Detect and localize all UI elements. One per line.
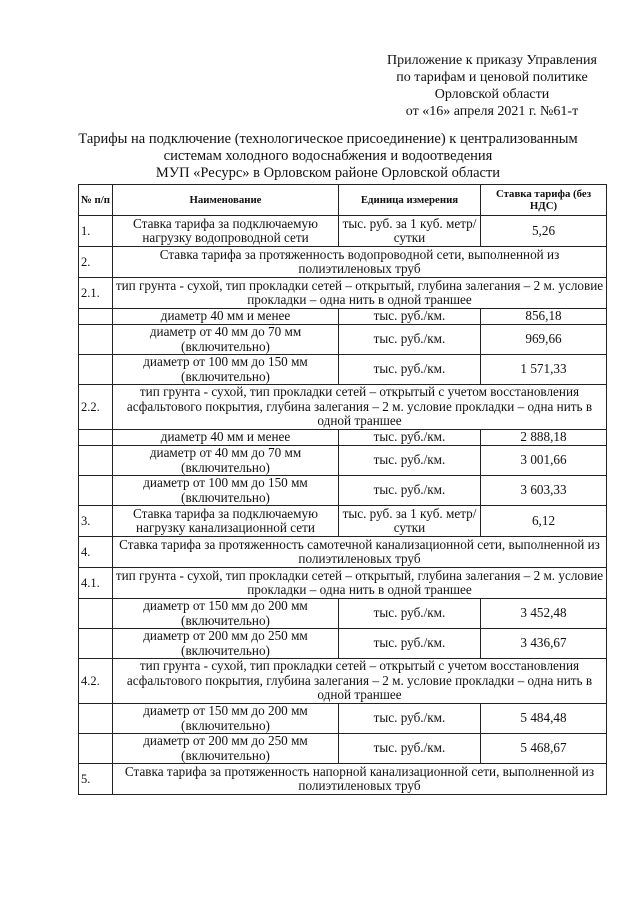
title-line-2: системам холодного водоснабжения и водоотведения [163, 148, 493, 164]
row-name: Ставка тарифа за подключаемую нагрузку канализационной сети [113, 506, 339, 537]
appendix-line-1: Приложение к приказу Управления [387, 53, 597, 68]
row-number-empty [79, 309, 113, 325]
table-row [79, 309, 607, 325]
row-name: диаметр 40 мм и менее [113, 309, 339, 325]
table-body [79, 216, 607, 795]
row-number-empty [79, 430, 113, 446]
row-rate: 3 001,66 [481, 446, 607, 476]
row-number-empty [79, 599, 113, 629]
row-number: 3. [79, 506, 113, 537]
table-row [79, 704, 607, 734]
row-unit: тыс. руб. за 1 куб. метр/сутки [339, 506, 481, 537]
row-unit: тыс. руб./км. [339, 704, 481, 734]
table-row [79, 599, 607, 629]
appendix-date-line: от «16» апреля 2021 г. №61-т [405, 104, 579, 119]
row-unit: тыс. руб./км. [339, 446, 481, 476]
tariff-table [78, 184, 607, 795]
row-section-text: тип грунта - сухой, тип прокладки сетей – открытый, глубина залегания – 2 м. условие прокладки – одна нить в одной траншее [113, 568, 607, 599]
row-number: 2.2. [79, 385, 113, 430]
header-rate: Ставка тарифа (без НДС) [481, 185, 607, 216]
row-unit: тыс. руб./км. [339, 430, 481, 446]
row-unit: тыс. руб. за 1 куб. метр/сутки [339, 216, 481, 247]
table-row [79, 537, 607, 568]
appendix-line-3: Орловской области [434, 87, 550, 102]
row-section-text: тип грунта - сухой, тип прокладки сетей – открытый с учетом восстановления асфальтового покрытия, глубина залегания – 2 м. условие прокладки – одна нить в одной траншее [113, 385, 607, 430]
row-rate: 3 436,67 [481, 629, 607, 659]
row-name: диаметр от 150 мм до 200 мм (включительно) [113, 599, 339, 629]
row-name: диаметр 40 мм и менее [113, 430, 339, 446]
table-header-row [79, 185, 607, 216]
row-number: 2.1. [79, 278, 113, 309]
table-row [79, 476, 607, 506]
row-rate: 5 484,48 [481, 704, 607, 734]
table-row [79, 247, 607, 278]
row-section-text: Ставка тарифа за протяженность напорной канализационной сети, выполненной из полиэтиленовых труб [113, 764, 607, 795]
row-number-empty [79, 629, 113, 659]
row-unit: тыс. руб./км. [339, 629, 481, 659]
appendix-block [372, 52, 612, 120]
row-unit: тыс. руб./км. [339, 325, 481, 355]
row-section-text: Ставка тарифа за протяженность водопроводной сети, выполненной из полиэтиленовых труб [113, 247, 607, 278]
row-unit: тыс. руб./км. [339, 476, 481, 506]
row-name: диаметр от 200 мм до 250 мм (включительно) [113, 629, 339, 659]
row-rate: 5,26 [481, 216, 607, 247]
row-rate: 2 888,18 [481, 430, 607, 446]
row-number-empty [79, 476, 113, 506]
table-row [79, 385, 607, 430]
row-rate: 1 571,33 [481, 355, 607, 385]
table-row [79, 568, 607, 599]
title-line-1: Тарифы на подключение (технологическое присоединение) к централизованным [78, 131, 578, 147]
row-name: диаметр от 200 мм до 250 мм (включительно) [113, 734, 339, 764]
row-rate: 3 603,33 [481, 476, 607, 506]
row-unit: тыс. руб./км. [339, 734, 481, 764]
row-unit: тыс. руб./км. [339, 599, 481, 629]
table-row [79, 659, 607, 704]
title-line-3: МУП «Ресурс» в Орловском районе Орловской области [155, 165, 501, 181]
row-number: 4.2. [79, 659, 113, 704]
row-unit: тыс. руб./км. [339, 309, 481, 325]
row-number-empty [79, 355, 113, 385]
row-number: 4. [79, 537, 113, 568]
row-section-text: тип грунта - сухой, тип прокладки сетей – открытый, глубина залегания – 2 м. условие прокладки – одна нить в одной траншее [113, 278, 607, 309]
row-number: 1. [79, 216, 113, 247]
row-number: 4.1. [79, 568, 113, 599]
table-row [79, 764, 607, 795]
row-number: 2. [79, 247, 113, 278]
row-name: диаметр от 100 мм до 150 мм (включительно) [113, 355, 339, 385]
table-row [79, 430, 607, 446]
table-row [79, 325, 607, 355]
row-name: диаметр от 40 мм до 70 мм (включительно) [113, 325, 339, 355]
row-number-empty [79, 734, 113, 764]
row-unit: тыс. руб./км. [339, 355, 481, 385]
table-row [79, 506, 607, 537]
row-section-text: тип грунта - сухой, тип прокладки сетей – открытый с учетом восстановления асфальтового покрытия, глубина залегания – 2 м. условие прокладки – одна нить в одной траншее [113, 659, 607, 704]
row-number-empty [79, 446, 113, 476]
row-name: диаметр от 150 мм до 200 мм (включительно) [113, 704, 339, 734]
appendix-line-2: по тарифам и ценовой политике [396, 70, 588, 85]
document-title [78, 131, 578, 182]
table-row [79, 355, 607, 385]
table-row [79, 629, 607, 659]
table-row [79, 446, 607, 476]
header-name: Наименование [113, 185, 339, 216]
table-row [79, 278, 607, 309]
row-number: 5. [79, 764, 113, 795]
row-rate: 6,12 [481, 506, 607, 537]
row-name: Ставка тарифа за подключаемую нагрузку водопроводной сети [113, 216, 339, 247]
table-row [79, 734, 607, 764]
row-name: диаметр от 100 мм до 150 мм (включительно) [113, 476, 339, 506]
row-number-empty [79, 704, 113, 734]
row-section-text: Ставка тарифа за протяженность самотечной канализационной сети, выполненной из полиэтиленовых труб [113, 537, 607, 568]
header-unit: Единица измерения [339, 185, 481, 216]
row-name: диаметр от 40 мм до 70 мм (включительно) [113, 446, 339, 476]
row-rate: 5 468,67 [481, 734, 607, 764]
row-rate: 3 452,48 [481, 599, 607, 629]
row-rate: 969,66 [481, 325, 607, 355]
row-rate: 856,18 [481, 309, 607, 325]
row-number-empty [79, 325, 113, 355]
table-row [79, 216, 607, 247]
header-num: № п/п [79, 185, 113, 216]
